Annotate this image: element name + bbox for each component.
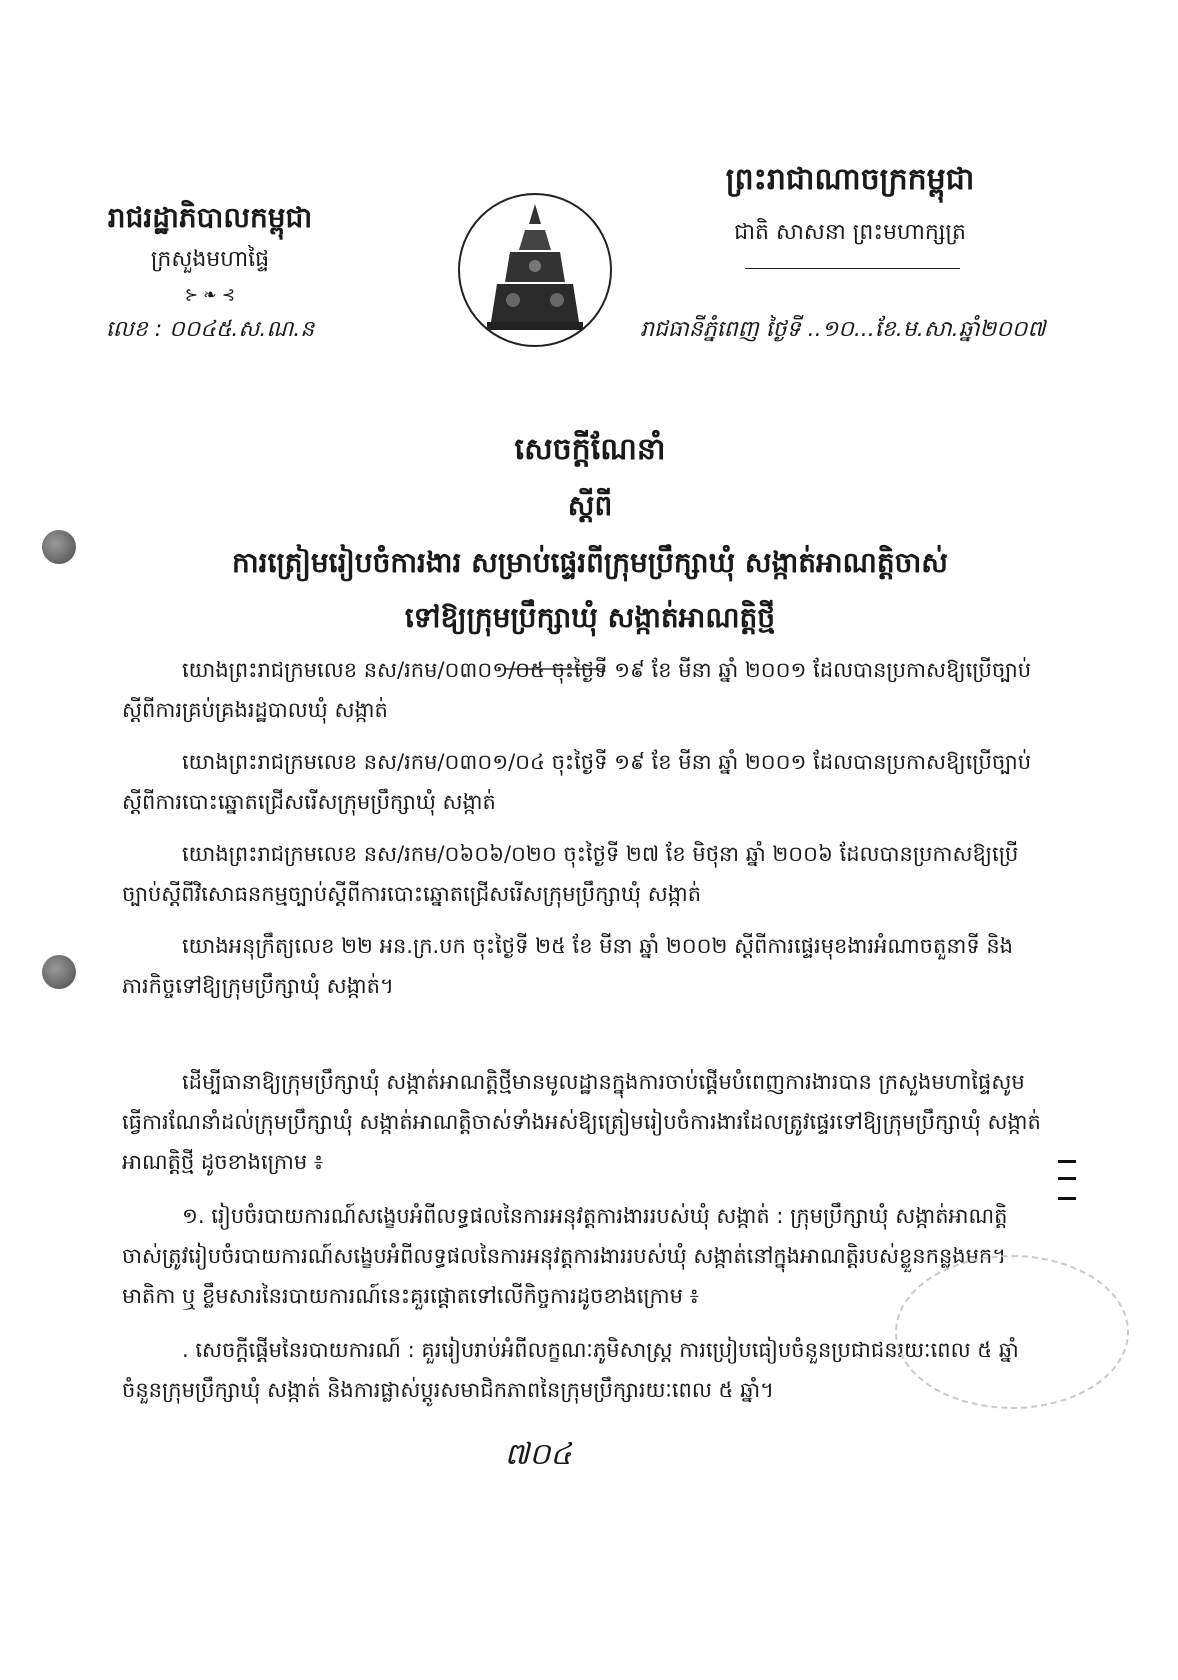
margin-mark	[1058, 1160, 1076, 1200]
date-line: រាជធានីភ្នំពេញ ថ្ងៃទី ..១០...ខែ.ម.សា.ឆ្នាំ២០០៧	[640, 317, 1046, 342]
document-subject-line-1: ការត្រៀមរៀបចំការងារ សម្រាប់ផ្ទេរពីក្រុមប្រឹក្សាឃុំ សង្កាត់អាណត្តិចាស់	[232, 546, 948, 579]
legal-basis-1: យោងព្រះរាជក្រមលេខ នស/រកម/០៣០១/០៥ ចុះថ្ងៃទី ១៩ ខែ មីនា ឆ្នាំ ២០០១ ដែលបានប្រកាសឱ្យប្រើច្បាប់ស្តីពីការគ្រប់គ្រងរដ្ឋបាលឃុំ សង្កាត់	[122, 658, 1032, 722]
royal-emblem-icon	[455, 190, 615, 350]
ministry-name: ក្រសួងមហាផ្ទៃ	[150, 247, 270, 272]
faint-stamp	[895, 1255, 1129, 1409]
punch-hole	[42, 955, 76, 989]
item-1-paragraph: ១. រៀបចំរបាយការណ៍សង្ខេបអំពីលទ្ធផលនៃការអនុវត្តការងាររបស់ឃុំ សង្កាត់ : ក្រុមប្រឹក្សាឃុំ សង្កាត់អាណត្តិចាស់ត្រូវរៀបចំរបាយការណ៍សង្ខេបអំពីលទ្ធផលនៃការអនុវត្តការងាររបស់ឃុំ សង្កាត់នៅក្នុងអាណត្តិរបស់ខ្លួនកន្លងមក។ មាតិកា ឬ ខ្លឹមសារនៃរបាយការណ៍នេះគួរផ្តោតទៅលើកិច្ចការដូចខាងក្រោម ៖	[122, 1204, 1008, 1308]
item-1a-paragraph: . សេចក្តីផ្តើមនៃរបាយការណ៍ : គួររៀបរាប់អំពីលក្ខណៈភូមិសាស្ត្រ ការប្រៀបធៀបចំនួនប្រជាជនរយៈពេល ៥ ឆ្នាំ ចំនួនក្រុមប្រឹក្សាឃុំ សង្កាត់ និងការផ្លាស់ប្តូរសមាជិកភាពនៃក្រុមប្រឹក្សារយៈពេល ៥ ឆ្នាំ។	[122, 1338, 1019, 1402]
motto-divider	[745, 268, 960, 269]
legal-basis-3: យោងព្រះរាជក្រមលេខ នស/រកម/០៦០៦/០២០ ចុះថ្ងៃទី ២៧ ខែ មិថុនា ឆ្នាំ ២០០៦ ដែលបានប្រកាសឱ្យប្រើច្បាប់ស្តីពីវិសោធនកម្មច្បាប់ស្តីពីការបោះឆ្នោតជ្រើសរើសក្រុមប្រឹក្សាឃុំ សង្កាត់	[122, 842, 1019, 906]
reference-number: លេខ : ០០៤៥.ស.ណ.ន	[105, 317, 315, 342]
document-title: សេចក្តីណែនាំ	[514, 432, 666, 467]
document-subject-line-2: ទៅឱ្យក្រុមប្រឹក្សាឃុំ សង្កាត់អាណត្តិថ្មី	[404, 601, 776, 634]
document-about: ស្តីពី	[567, 489, 613, 522]
intro-paragraph: ដើម្បីធានាឱ្យក្រុមប្រឹក្សាឃុំ សង្កាត់អាណត្តិថ្មីមានមូលដ្ឋានក្នុងការចាប់ផ្តើមបំពេញការងារបាន ក្រសួងមហាផ្ទៃសូមធ្វើការណែនាំដល់ក្រុមប្រឹក្សាឃុំ សង្កាត់អាណត្តិចាស់ទាំងអស់ឱ្យត្រៀមរៀបចំការងារដែលត្រូវផ្ទេរទៅឱ្យក្រុមប្រឹក្សាឃុំ សង្កាត់អាណត្តិថ្មី ដូចខាងក្រោម ៖	[122, 1070, 1041, 1174]
punch-hole	[42, 530, 76, 564]
government-title: រាជរដ្ឋាភិបាលកម្ពុជា	[107, 201, 313, 234]
legal-basis-2: យោងព្រះរាជក្រមលេខ នស/រកម/០៣០១/០៤ ចុះថ្ងៃទី ១៩ ខែ មីនា ឆ្នាំ ២០០១ ដែលបានប្រកាសឱ្យប្រើច្បាប់ស្តីពីការបោះឆ្នោតជ្រើសរើសក្រុមប្រឹក្សាឃុំ សង្កាត់	[122, 750, 1032, 814]
kingdom-title: ព្រះរាជាណាចក្រកម្ពុជា	[725, 162, 975, 197]
national-motto: ជាតិ សាសនា ព្រះមហាក្សត្រ	[734, 220, 966, 245]
page-number: ៧០៤	[504, 1437, 572, 1472]
header-ornament: ⊱ ❧ ⊰	[184, 285, 236, 304]
legal-basis-4: យោងអនុក្រឹត្យលេខ ២២ អន.ក្រ.បក ចុះថ្ងៃទី ២៥ ខែ មីនា ឆ្នាំ ២០០២ ស្តីពីការផ្ទេរមុខងារអំណាចតួនាទី និង ភារកិច្ចទៅឱ្យក្រុមប្រឹក្សាឃុំ សង្កាត់។	[122, 934, 1013, 998]
